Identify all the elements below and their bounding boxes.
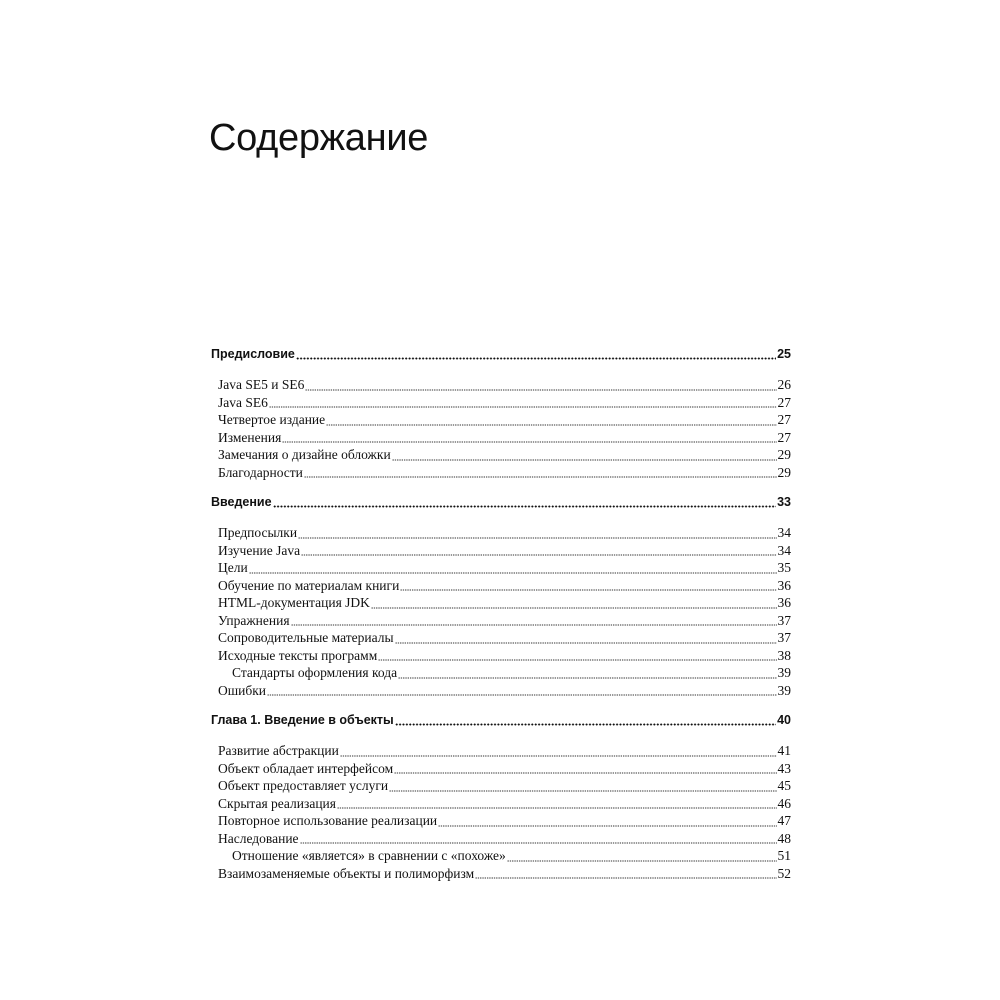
toc-entry-title: Наследование [218, 830, 299, 846]
toc-subsection-entry[interactable] [211, 376, 791, 394]
toc-subsection-entry[interactable] [211, 647, 791, 665]
dot-leader [267, 682, 776, 700]
toc-page-number: 41 [777, 743, 791, 758]
toc-page-number: 38 [777, 647, 791, 663]
dot-leader [378, 647, 776, 665]
toc-entry-title: Упражнения [218, 612, 290, 628]
toc-subsection-entry[interactable] [211, 577, 791, 595]
toc-page-number: 46 [777, 795, 791, 811]
dot-leader [301, 542, 776, 560]
toc-entry-title: Четвертое издание [218, 412, 326, 427]
dot-leader [291, 612, 777, 630]
page-title: Содержание [209, 117, 429, 159]
toc-chapter-entry[interactable] [211, 345, 791, 363]
dot-leader [326, 411, 776, 429]
dot-leader [394, 760, 776, 778]
dot-leader [296, 345, 776, 363]
toc-entry-title: Замечания о дизайне обложки [218, 447, 391, 462]
toc-chapter-title: Введение [211, 495, 272, 509]
toc-entry-title: Изучение Java [218, 542, 301, 558]
toc-page-number: 34 [777, 525, 791, 540]
dot-leader [389, 777, 776, 795]
toc-page-number: 37 [777, 612, 791, 628]
toc-entry-title: Объект обладает интерфейсом [218, 760, 394, 776]
table-of-contents [211, 345, 791, 882]
toc-page-number: 34 [777, 542, 791, 558]
toc-entry-title: HTML-документация JDK [218, 595, 370, 610]
toc-subsection-entry[interactable] [211, 524, 791, 542]
toc-section [211, 493, 791, 699]
dot-leader [337, 795, 777, 813]
toc-page-number: 29 [777, 447, 791, 462]
toc-entry-title: Исходные тексты программ [218, 647, 378, 663]
toc-subsection-entry[interactable] [211, 394, 791, 412]
toc-subsection-entry[interactable] [211, 777, 791, 795]
toc-subsubsection-entry[interactable] [211, 664, 791, 682]
toc-entry-title: Ошибки [218, 682, 267, 698]
toc-chapter-entry[interactable] [211, 711, 791, 729]
dot-leader [398, 664, 776, 682]
toc-entry-title: Повторное использование реализации [218, 813, 438, 828]
toc-subsubsection-entry[interactable] [211, 847, 791, 865]
toc-subsection-entry[interactable] [211, 812, 791, 830]
toc-page-number: 45 [777, 778, 791, 793]
toc-subsection-entry[interactable] [211, 429, 791, 447]
toc-entry-title: Скрытая реализация [218, 795, 336, 811]
toc-subsection-entry[interactable] [211, 612, 791, 630]
toc-entry-title: Развитие абстракции [218, 743, 339, 758]
toc-subsection-entry[interactable] [211, 629, 791, 647]
toc-entry-title: Объект предоставляет услуги [218, 778, 389, 793]
toc-subsection-entry[interactable] [211, 795, 791, 813]
toc-page-number: 43 [777, 760, 791, 776]
toc-subsection-entry[interactable] [211, 865, 791, 883]
toc-page-number: 48 [777, 830, 791, 846]
toc-entry-title: Java SE6 [218, 394, 268, 410]
dot-leader [475, 865, 776, 883]
toc-page-number: 39 [777, 665, 791, 680]
toc-page-number: 40 [777, 713, 791, 727]
toc-page-number: 36 [777, 577, 791, 593]
dot-leader [438, 812, 776, 830]
dot-leader [507, 847, 777, 865]
dot-leader [395, 711, 776, 729]
toc-subsection-entry[interactable] [211, 742, 791, 760]
dot-leader [304, 464, 777, 482]
dot-leader [395, 629, 777, 647]
toc-page-number: 51 [777, 848, 791, 863]
dot-leader [269, 394, 777, 412]
toc-page-number: 47 [777, 813, 791, 828]
toc-entry-title: Цели [218, 560, 248, 575]
toc-page-number: 37 [777, 630, 791, 645]
dot-leader [400, 577, 776, 595]
toc-entry-title: Стандарты оформления кода [232, 665, 398, 680]
toc-entry-title: Java SE5 и SE6 [218, 377, 305, 392]
toc-page-number: 25 [777, 347, 791, 361]
toc-page-number: 29 [777, 464, 791, 480]
toc-page-number: 52 [777, 865, 791, 881]
toc-subsection-entry[interactable] [211, 411, 791, 429]
toc-subsection-entry[interactable] [211, 446, 791, 464]
toc-subsection-entry[interactable] [211, 542, 791, 560]
dot-leader [300, 830, 777, 848]
toc-subsection-entry[interactable] [211, 830, 791, 848]
toc-page-number: 35 [777, 560, 791, 575]
dot-leader [282, 429, 776, 447]
toc-entry-title: Предпосылки [218, 525, 298, 540]
dot-leader [298, 524, 776, 542]
dot-leader [273, 493, 777, 511]
toc-entry-title: Сопроводительные материалы [218, 630, 394, 645]
toc-chapter-title: Глава 1. Введение в объекты [211, 713, 394, 727]
toc-subsection-entry[interactable] [211, 559, 791, 577]
toc-section [211, 345, 791, 481]
toc-page-number: 27 [777, 429, 791, 445]
dot-leader [305, 376, 776, 394]
toc-chapter-title: Предисловие [211, 347, 295, 361]
toc-page-number: 39 [777, 682, 791, 698]
toc-subsection-entry[interactable] [211, 594, 791, 612]
dot-leader [340, 742, 777, 760]
dot-leader [249, 559, 777, 577]
toc-page-number: 27 [777, 412, 791, 427]
toc-entry-title: Обучение по материалам книги [218, 577, 400, 593]
toc-entry-title: Изменения [218, 429, 282, 445]
toc-subsection-entry[interactable] [211, 682, 791, 700]
toc-page-number: 26 [777, 377, 791, 392]
toc-page-number: 36 [777, 595, 791, 610]
toc-entry-title: Благодарности [218, 464, 303, 480]
toc-subsection-entry[interactable] [211, 464, 791, 482]
toc-page-number: 27 [777, 394, 791, 410]
toc-entry-title: Взаимозаменяемые объекты и полиморфизм [218, 865, 475, 881]
dot-leader [371, 594, 777, 612]
toc-subsection-entry[interactable] [211, 760, 791, 778]
toc-chapter-entry[interactable] [211, 493, 791, 511]
toc-section [211, 711, 791, 882]
toc-entry-title: Отношение «является» в сравнении с «похоже» [232, 848, 506, 863]
toc-page-number: 33 [777, 495, 791, 509]
dot-leader [392, 446, 777, 464]
